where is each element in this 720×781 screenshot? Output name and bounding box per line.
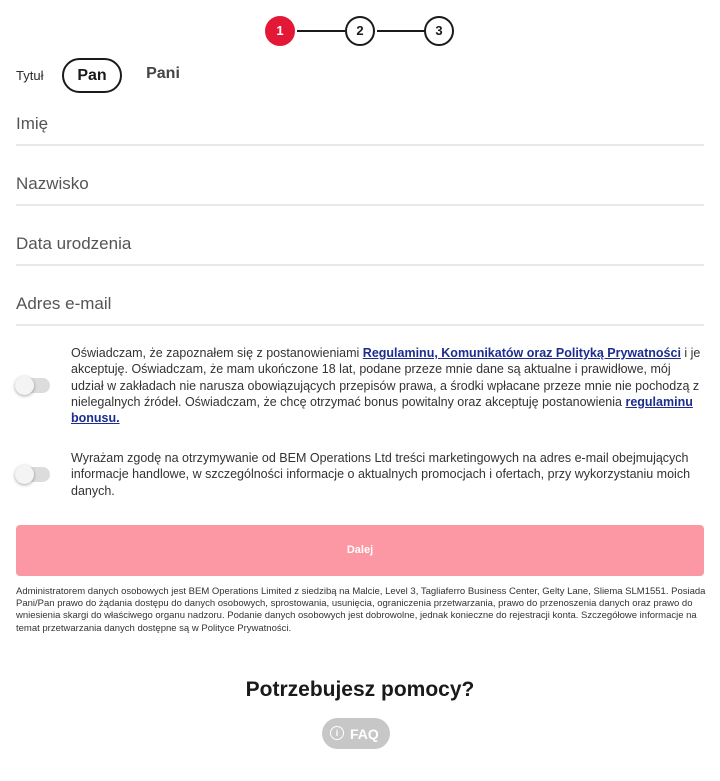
birth-date-placeholder: Data urodzenia [16,234,132,253]
terms-consent-text [71,345,701,426]
title-option-pan[interactable]: Pan [62,58,122,93]
step-connector [297,30,345,32]
toggle-knob [15,376,34,395]
marketing-toggle[interactable] [16,467,50,482]
title-label: Tytuł [16,68,44,83]
info-icon: i [330,726,344,740]
last-name-field[interactable] [16,164,704,206]
email-field[interactable] [16,284,704,326]
terms-text-start: Oświadczam, że zapoznałem się z postanowieniami [71,346,363,360]
marketing-consent-text: Wyrażam zgodę na otrzymywanie od BEM Operations Ltd treści marketingowych na adres e-mail obejmujących informacje handlowe, w szczególności informacje o aktualnych promocjach i ofertach, przy wykorzystaniu moich danych. [71,451,691,498]
terms-link[interactable]: Regulaminu, Komunikatów oraz Polityką Prywatności [362,346,681,360]
title-option-pani[interactable]: Pani [146,65,180,82]
birth-date-field[interactable] [16,224,704,266]
first-name-field[interactable] [16,104,704,146]
registration-stepper [265,16,454,46]
bonus-terms-link[interactable]: regulaminu bonusu. [71,394,693,426]
step-connector [377,30,425,32]
step-2: 2 [345,16,375,46]
privacy-disclaimer: Administratorem danych osobowych jest BEM Operations Limited z siedzibą na Malcie, Level 3, Tagliaferro Business Center, Gelty Lane, Sliema SLM1551. Posiada Pani/Pan prawo do żądania dostępu do danych osobowych, sprostowania, usunięcia, ograniczenia przetwarzania, prawo do przenoszenia danych oraz prawo do wniesienia skargi do właściwego organu nadzoru. Podanie danych osobowych jest dobrowolne, jednak konieczne do rejestracji konta. Szczegółowe informacje na temat przetwarzania danych dostępne są w Polityce Prywatności. [16,586,706,634]
help-heading: Potrzebujesz pomocy? [245,678,475,701]
email-placeholder: Adres e-mail [16,294,112,313]
toggle-knob [15,465,34,484]
faq-button[interactable] [322,718,390,749]
next-button[interactable]: Dalej [16,525,704,576]
faq-label: FAQ [350,726,379,742]
step-1: 1 [265,16,295,46]
terms-toggle[interactable] [16,378,50,393]
last-name-placeholder: Nazwisko [16,174,89,193]
step-3: 3 [424,16,454,46]
terms-text-middle: i je akceptuję. Oświadczam, że mam ukończone 18 lat, podane przeze mnie dane są aktualne i prawidłowe, mój udział w zakładach nie narusza obowiązujących przepisów prawa, a środki wpłacane przeze mnie nie pochodzą z nielegalnych źródeł. Oświadczam, że chcę otrzymać bonus powitalny oraz akceptuję postanowienia [71,346,701,409]
first-name-placeholder: Imię [16,114,49,133]
